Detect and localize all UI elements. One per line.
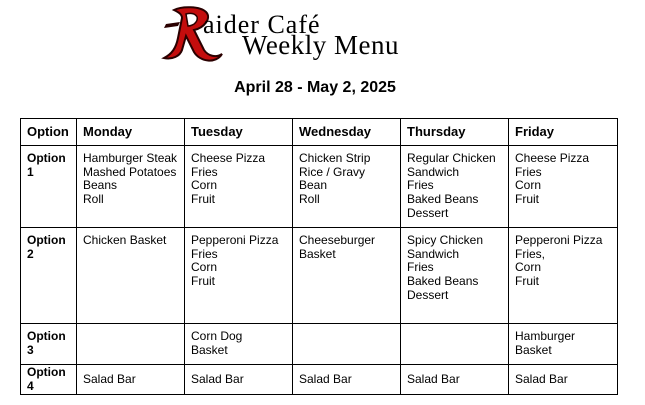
menu-item: Corn Dog [191,329,243,343]
menu-item: Beans [83,178,118,193]
menu-item: Salad Bar [407,371,460,386]
table-row [21,228,618,324]
menu-item: Baked Beans [407,192,479,207]
menu-item: Spicy Chicken [407,233,484,247]
menu-item: Corn [515,260,542,275]
menu-item: Cheeseburger [299,233,376,247]
menu-cell-thursday [401,324,509,365]
menu-item: Chicken Strip [299,151,371,165]
menu-cell-thursday [401,365,509,395]
menu-cell-monday [77,324,185,365]
menu-item: Roll [299,192,320,207]
menu-item: Pepperoni Pizza [515,233,603,247]
menu-cell-wednesday [293,228,401,324]
header-friday: Friday [509,119,618,146]
table-row [21,146,618,228]
menu-item: Cheese Pizza [191,151,266,165]
menu-cell-monday [77,228,185,324]
menu-item: Basket [191,342,228,357]
menu-item: Fries [191,164,218,179]
menu-item: Salad Bar [515,371,568,386]
menu-item: Bean [299,178,328,193]
menu-item: Salad Bar [299,371,352,386]
header-tuesday: Tuesday [185,119,293,146]
header-monday: Monday [77,119,185,146]
table-row [21,365,618,395]
table-row [21,324,618,365]
menu-item: Roll [83,192,104,207]
header-option: Option [21,119,77,146]
menu-item: Regular Chicken [407,151,496,165]
menu-item: Corn [515,178,542,193]
option-label: Option 2 [21,228,77,324]
header-row [21,119,618,146]
header-thursday: Thursday [401,119,509,146]
menu-cell-tuesday [185,228,293,324]
menu-cell-friday [509,324,618,365]
menu-item: Sandwich [407,164,460,179]
menu-item: Fries [407,260,434,275]
menu-item: Salad Bar [83,371,136,386]
menu-cell-thursday [401,228,509,324]
menu-cell-wednesday [293,365,401,395]
menu-cell-tuesday [185,365,293,395]
cafe-logo [160,4,490,64]
menu-item: Fries [191,246,218,261]
menu-item: Pepperoni Pizza [191,233,279,247]
menu-item: Fruit [515,192,539,207]
menu-cell-wednesday [293,146,401,228]
logo-title-line1: aider Café [203,10,321,39]
menu-item: Basket [515,342,552,357]
menu-cell-monday [77,365,185,395]
menu-item: Baked Beans [407,274,479,289]
menu-cell-thursday [401,146,509,228]
menu-cell-monday [77,146,185,228]
menu-item: Dessert [407,287,449,302]
menu-item: Basket [299,246,336,261]
menu-item: Corn [191,178,218,193]
menu-item: Corn [191,260,218,275]
menu-cell-friday [509,365,618,395]
weekly-menu-table [20,118,618,395]
menu-cell-wednesday [293,324,401,365]
menu-item: Cheese Pizza [515,151,590,165]
menu-item: Hamburger [515,329,576,343]
menu-item: Fries [407,178,434,193]
menu-cell-friday [509,228,618,324]
menu-item: Sandwich [407,246,460,261]
menu-item: Chicken Basket [83,233,167,247]
date-range-title: April 28 - May 2, 2025 [234,79,396,96]
option-label: Option 1 [21,146,77,228]
menu-item: Salad Bar [191,371,244,386]
menu-item: Mashed Potatoes [83,164,177,179]
option-label: Option 4 [21,365,77,395]
menu-item: Hamburger Steak [83,151,178,165]
menu-item: Fruit [191,192,215,207]
menu-item: Dessert [407,205,449,220]
menu-item: Fruit [191,274,215,289]
menu-cell-tuesday [185,324,293,365]
logo-title-line2: Weekly Menu [242,30,400,60]
header-wednesday: Wednesday [293,119,401,146]
menu-item: Fries, [515,246,545,261]
menu-item: Fruit [515,274,539,289]
option-label: Option 3 [21,324,77,365]
menu-item: Rice / Gravy [299,164,366,179]
menu-item: Fries [515,164,542,179]
menu-cell-tuesday [185,146,293,228]
menu-cell-friday [509,146,618,228]
